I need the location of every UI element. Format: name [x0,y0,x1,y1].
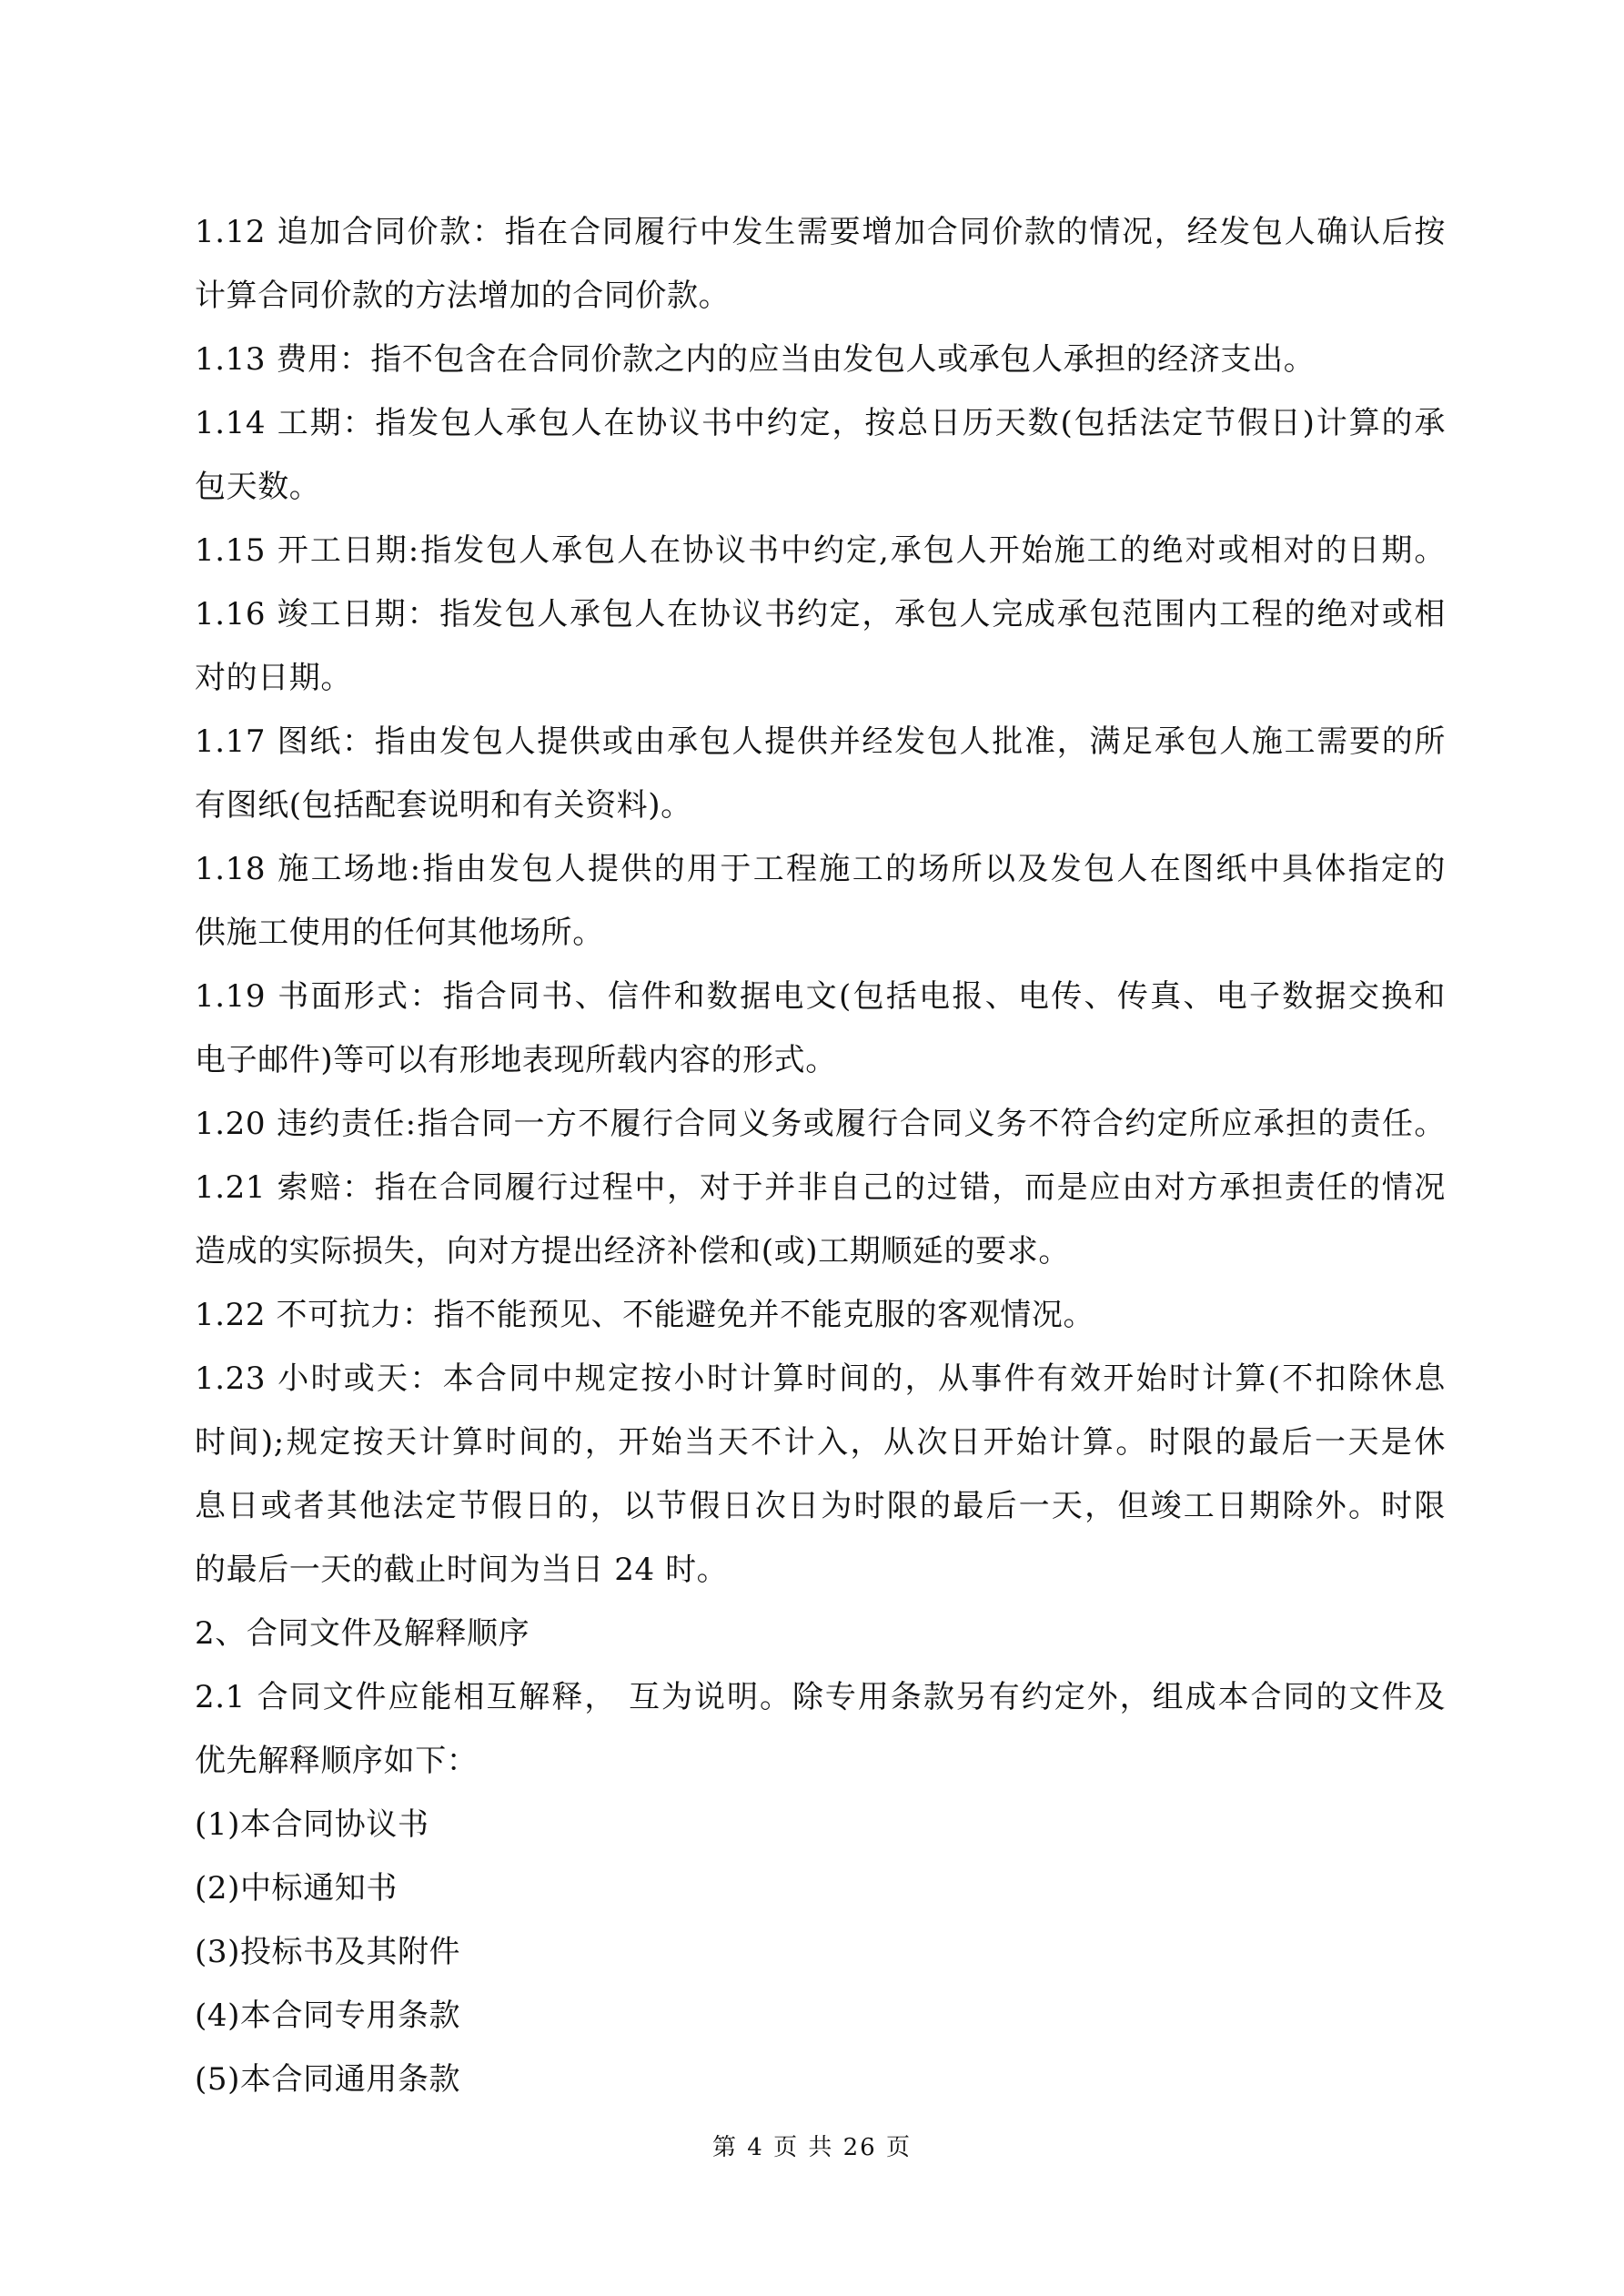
text-line: 包天数。 [195,469,321,505]
text-line: 1.13 费用：指不包含在合同价款之内的应当由发包人或承包人承担的经济支出。 [195,341,1316,378]
text-line: 1.17 图纸：指由发包人提供或由承包人提供并经发包人批准，满足承包人施工需要的所 [195,723,1446,760]
text-line: 1.23 小时或天：本合同中规定按小时计算时间的，从事件有效开始时计算(不扣除休息 [195,1360,1446,1397]
text-line: 时间);规定按天计算时间的，开始当天不计入，从次日开始计算。时限的最后一天是休 [195,1424,1446,1461]
text-line: 优先解释顺序如下： [195,1743,479,1779]
text-line: 2.1 合同文件应能相互解释， 互为说明。除专用条款另有约定外，组成本合同的文件及 [195,1679,1446,1715]
text-line: 对的日期。 [195,660,352,696]
text-line: 1.18 施工场地:指由发包人提供的用于工程施工的场所以及发包人在图纸中具体指定的 [195,851,1446,887]
text-line: 有图纸(包括配套说明和有关资料)。 [195,787,692,824]
document-body [195,200,1446,2111]
text-line: 计算合同价款的方法增加的合同价款。 [195,278,731,314]
text-line: 1.21 索赔：指在合同履行过程中，对于并非自己的过错，而是应由对方承担责任的情况 [195,1169,1446,1206]
text-line: 的最后一天的截止时间为当日 24 时。 [195,1552,729,1588]
text-line: (5)本合同通用条款 [195,2061,461,2098]
text-line: 1.15 开工日期:指发包人承包人在协议书中约定,承包人开始施工的绝对或相对的日期。 [195,532,1446,569]
text-line: 1.22 不可抗力：指不能预见、不能避免并不能克服的客观情况。 [195,1297,1095,1333]
text-line: 供施工使用的任何其他场所。 [195,915,604,951]
text-line: (2)中标通知书 [195,1870,398,1907]
text-line: 1.19 书面形式：指合同书、信件和数据电文(包括电报、电传、传真、电子数据交换和 [195,978,1446,1015]
text-line: (4)本合同专用条款 [195,1998,461,2034]
text-line: 1.14 工期：指发包人承包人在协议书中约定，按总日历天数(包括法定节假日)计算的承 [195,405,1446,441]
text-line: 息日或者其他法定节假日的，以节假日次日为时限的最后一天，但竣工日期除外。时限 [195,1488,1446,1524]
text-line: 1.12 追加合同价款：指在合同履行中发生需要增加合同价款的情况，经发包人确认后按 [195,214,1446,250]
text-line: 2、合同文件及解释顺序 [195,1615,530,1652]
text-line: 1.20 违约责任:指合同一方不履行合同义务或履行合同义务不符合约定所应承担的责任。 [195,1106,1446,1142]
text-line: 1.16 竣工日期：指发包人承包人在协议书约定，承包人完成承包范围内工程的绝对或相 [195,596,1446,632]
text-line: 造成的实际损失，向对方提出经济补偿和(或)工期顺延的要求。 [195,1233,1070,1269]
text-line: 电子邮件)等可以有形地表现所载内容的形式。 [195,1042,837,1078]
text-line: (3)投标书及其附件 [195,1934,461,1970]
page-footer: 第 4 页 共 26 页 [712,2134,912,2161]
text-line: (1)本合同协议书 [195,1806,429,1843]
